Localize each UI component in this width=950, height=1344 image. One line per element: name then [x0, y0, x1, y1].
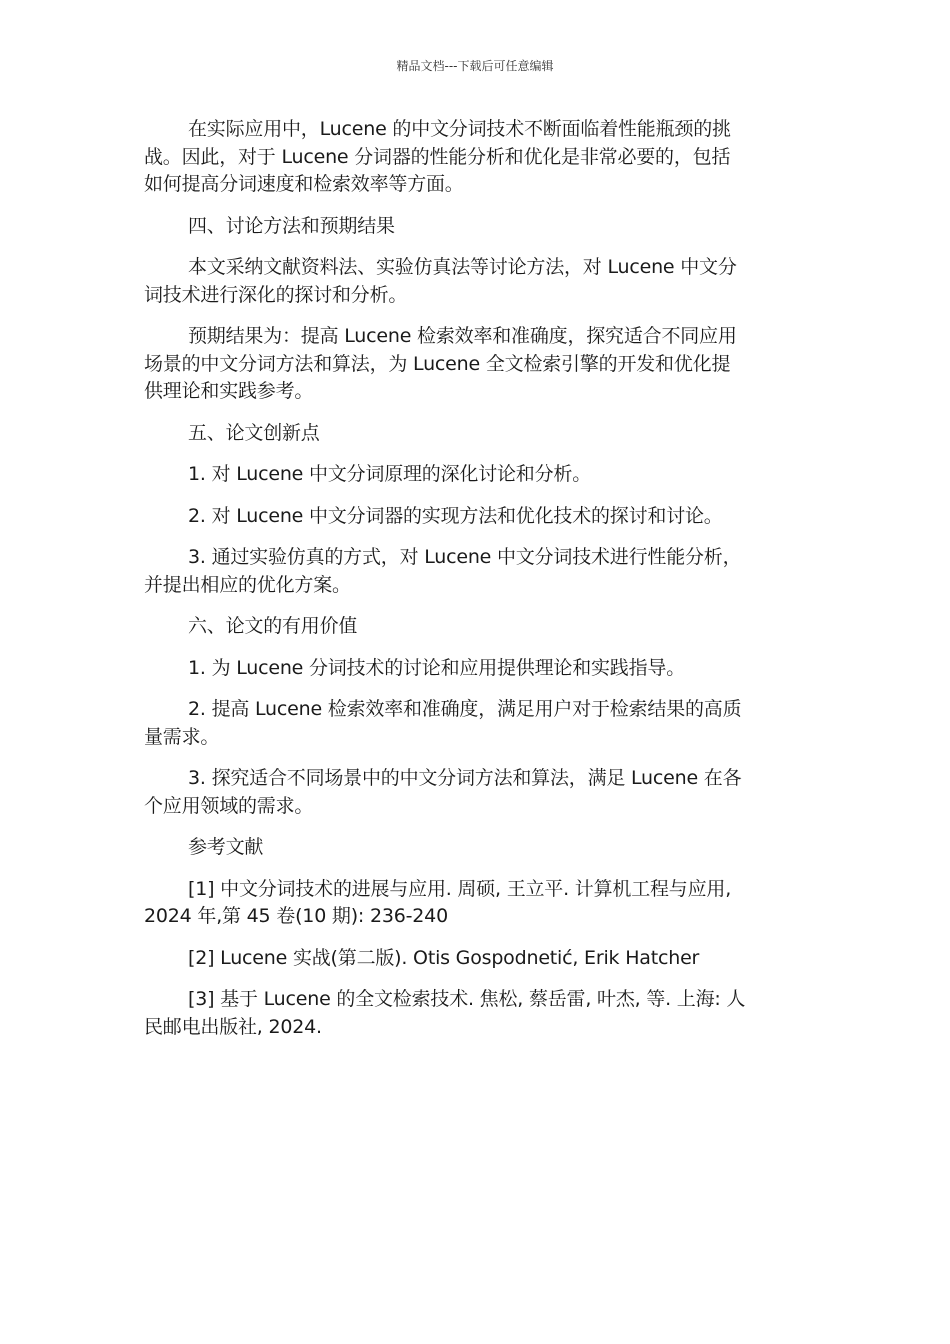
list-item-value-3: 3. 探究适合不同场景中的中文分词方法和算法，满足 Lucene 在各 个应用领域的需求。 — [144, 767, 742, 817]
list-item-innovation-1: 1. 对 Lucene 中文分词原理的深化讨论和分析。 — [188, 463, 592, 485]
list-item-innovation-3: 3. 通过实验仿真的方式，对 Lucene 中文分词技术进行性能分析， 并提出相应的优化方案。 — [144, 546, 742, 596]
paragraph-methods: 本文采纳文献资料法、实验仿真法等讨论方法，对 Lucene 中文分 词技术进行深化的探讨和分析。 — [144, 256, 737, 306]
page-header: 精品文档---下载后可任意编辑 — [396, 59, 554, 73]
list-item-value-2: 2. 提高 Lucene 检索效率和准确度，满足用户对于检索结果的高质 量需求。 — [144, 698, 742, 748]
list-item-innovation-2: 2. 对 Lucene 中文分词器的实现方法和优化技术的探讨和讨论。 — [188, 504, 723, 527]
section-heading-value: 六、论文的有用价值 — [188, 615, 358, 637]
paragraph-expected-results: 预期结果为：提高 Lucene 检索效率和准确度，探究适合不同应用 场景的中文分词方法和算法，为 Lucene 全文检索引擎的开发和优化提 供理论和实践参考。 — [144, 325, 737, 402]
paragraph-performance: 在实际应用中，Lucene 的中文分词技术不断面临着性能瓶颈的挑 战。因此，对于 Lucene 分词器的性能分析和优化是非常必要的，包括 如何提高分词速度和检索效率等方面。 — [144, 118, 731, 195]
section-heading-methods: 四、讨论方法和预期结果 — [188, 214, 395, 237]
section-heading-references: 参考文献 — [188, 836, 264, 858]
reference-1: [1] 中文分词技术的进展与应用. 周硕, 王立平. 计算机工程与应用, 2024 年,第 45 卷(10 期): 236-240 — [144, 877, 732, 927]
list-item-value-1: 1. 为 Lucene 分词技术的讨论和应用提供理论和实践指导。 — [188, 656, 686, 679]
document-body — [144, 116, 806, 1055]
reference-3: [3] 基于 Lucene 的全文检索技术. 焦松, 蔡岳雷, 叶杰, 等. 上海: 人 民邮电出版社, 2024. — [144, 988, 746, 1038]
reference-2: [2] Lucene 实战(第二版). Otis Gospodnetić, Erik Hatcher — [188, 946, 700, 969]
section-heading-innovation: 五、论文创新点 — [188, 421, 320, 444]
